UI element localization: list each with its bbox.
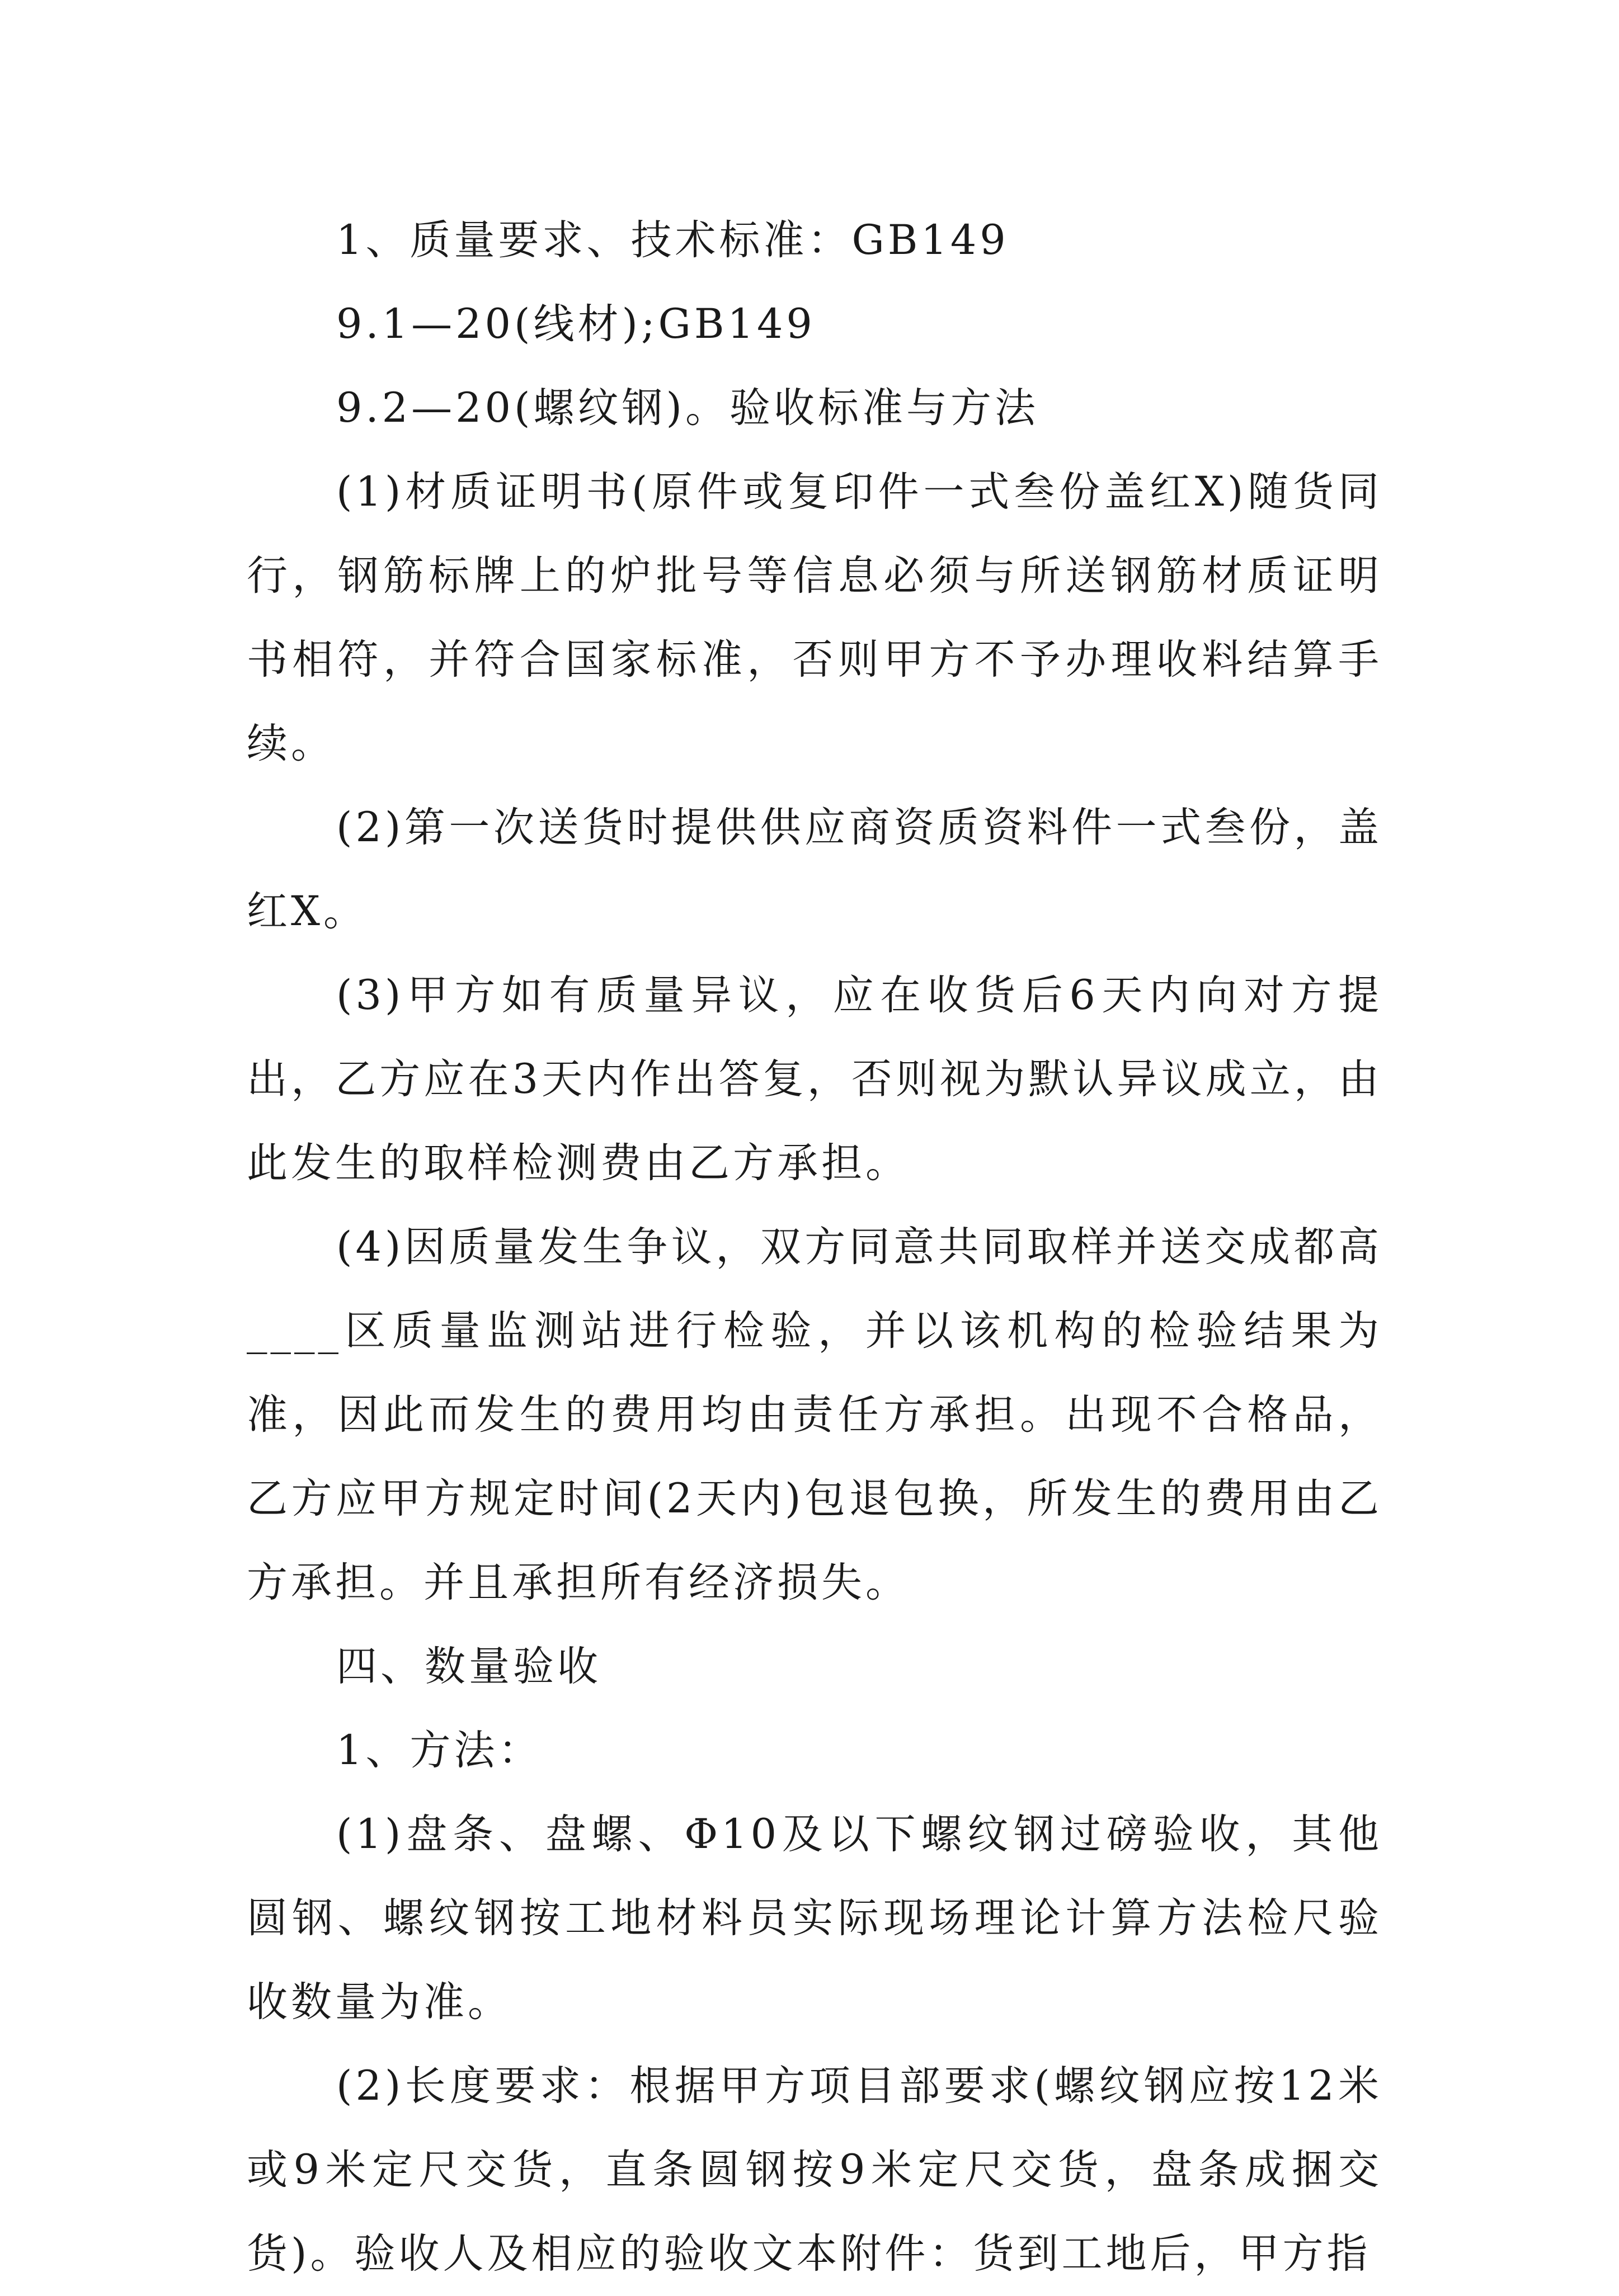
paragraph-supplier-qualification: (2)第一次送货时提供供应商资质资料件一式叁份，盖红X。 [247, 804, 1382, 935]
paragraph-wire-standard: 9.1—20(线材);GB149 [336, 300, 816, 348]
paragraph-rebar-standard: 9.2—20(螺纹钢)。验收标准与方法 [336, 384, 1039, 432]
paragraph-quality-dispute: (4)因质量发生争议，双方同意共同取样并送交成都高____区质量监测站进行检验，并以该机构的检验结果为准，因此而发生的费用均由责任方承担。出现不合格品，乙方应甲方规定时间(2天内)包退包换，所发生的费用由乙方承担。并且承担所有经济损失。 [247, 1223, 1382, 1606]
paragraph-quality-objection: (3)甲方如有质量异议，应在收货后6天内向对方提出，乙方应在3天内作出答复，否则视为默认异议成立，由此发生的取样检测费由乙方承担。 [247, 972, 1382, 1187]
paragraph-method-heading: 1、方法： [336, 1727, 543, 1774]
paragraph-length-requirement: (2)长度要求：根据甲方项目部要求(螺纹钢应按12米或9米定尺交货，直条圆钢按9米定尺交货，盘条成捆交货)。验收人及相应的验收文本附件：货到工地后，甲方指 [247, 2062, 1382, 2278]
section-heading-quantity-acceptance: 四、数量验收 [336, 1643, 601, 1690]
document-body [247, 199, 1382, 2296]
paragraph-weighing-method: (1)盘条、盘螺、Φ10及以下螺纹钢过磅验收，其他圆钢、螺纹钢按工地材料员实际现场理论计算方法检尺验收数量为准。 [247, 1811, 1382, 2026]
paragraph-material-certificate: (1)材质证明书(原件或复印件一式叁份盖红X)随货同行，钢筋标牌上的炉批号等信息必须与所送钢筋材质证明书相符，并符合国家标准，否则甲方不予办理收料结算手续。 [247, 468, 1382, 767]
paragraph-quality-standard: 1、质量要求、技术标准：GB149 [336, 216, 1009, 264]
